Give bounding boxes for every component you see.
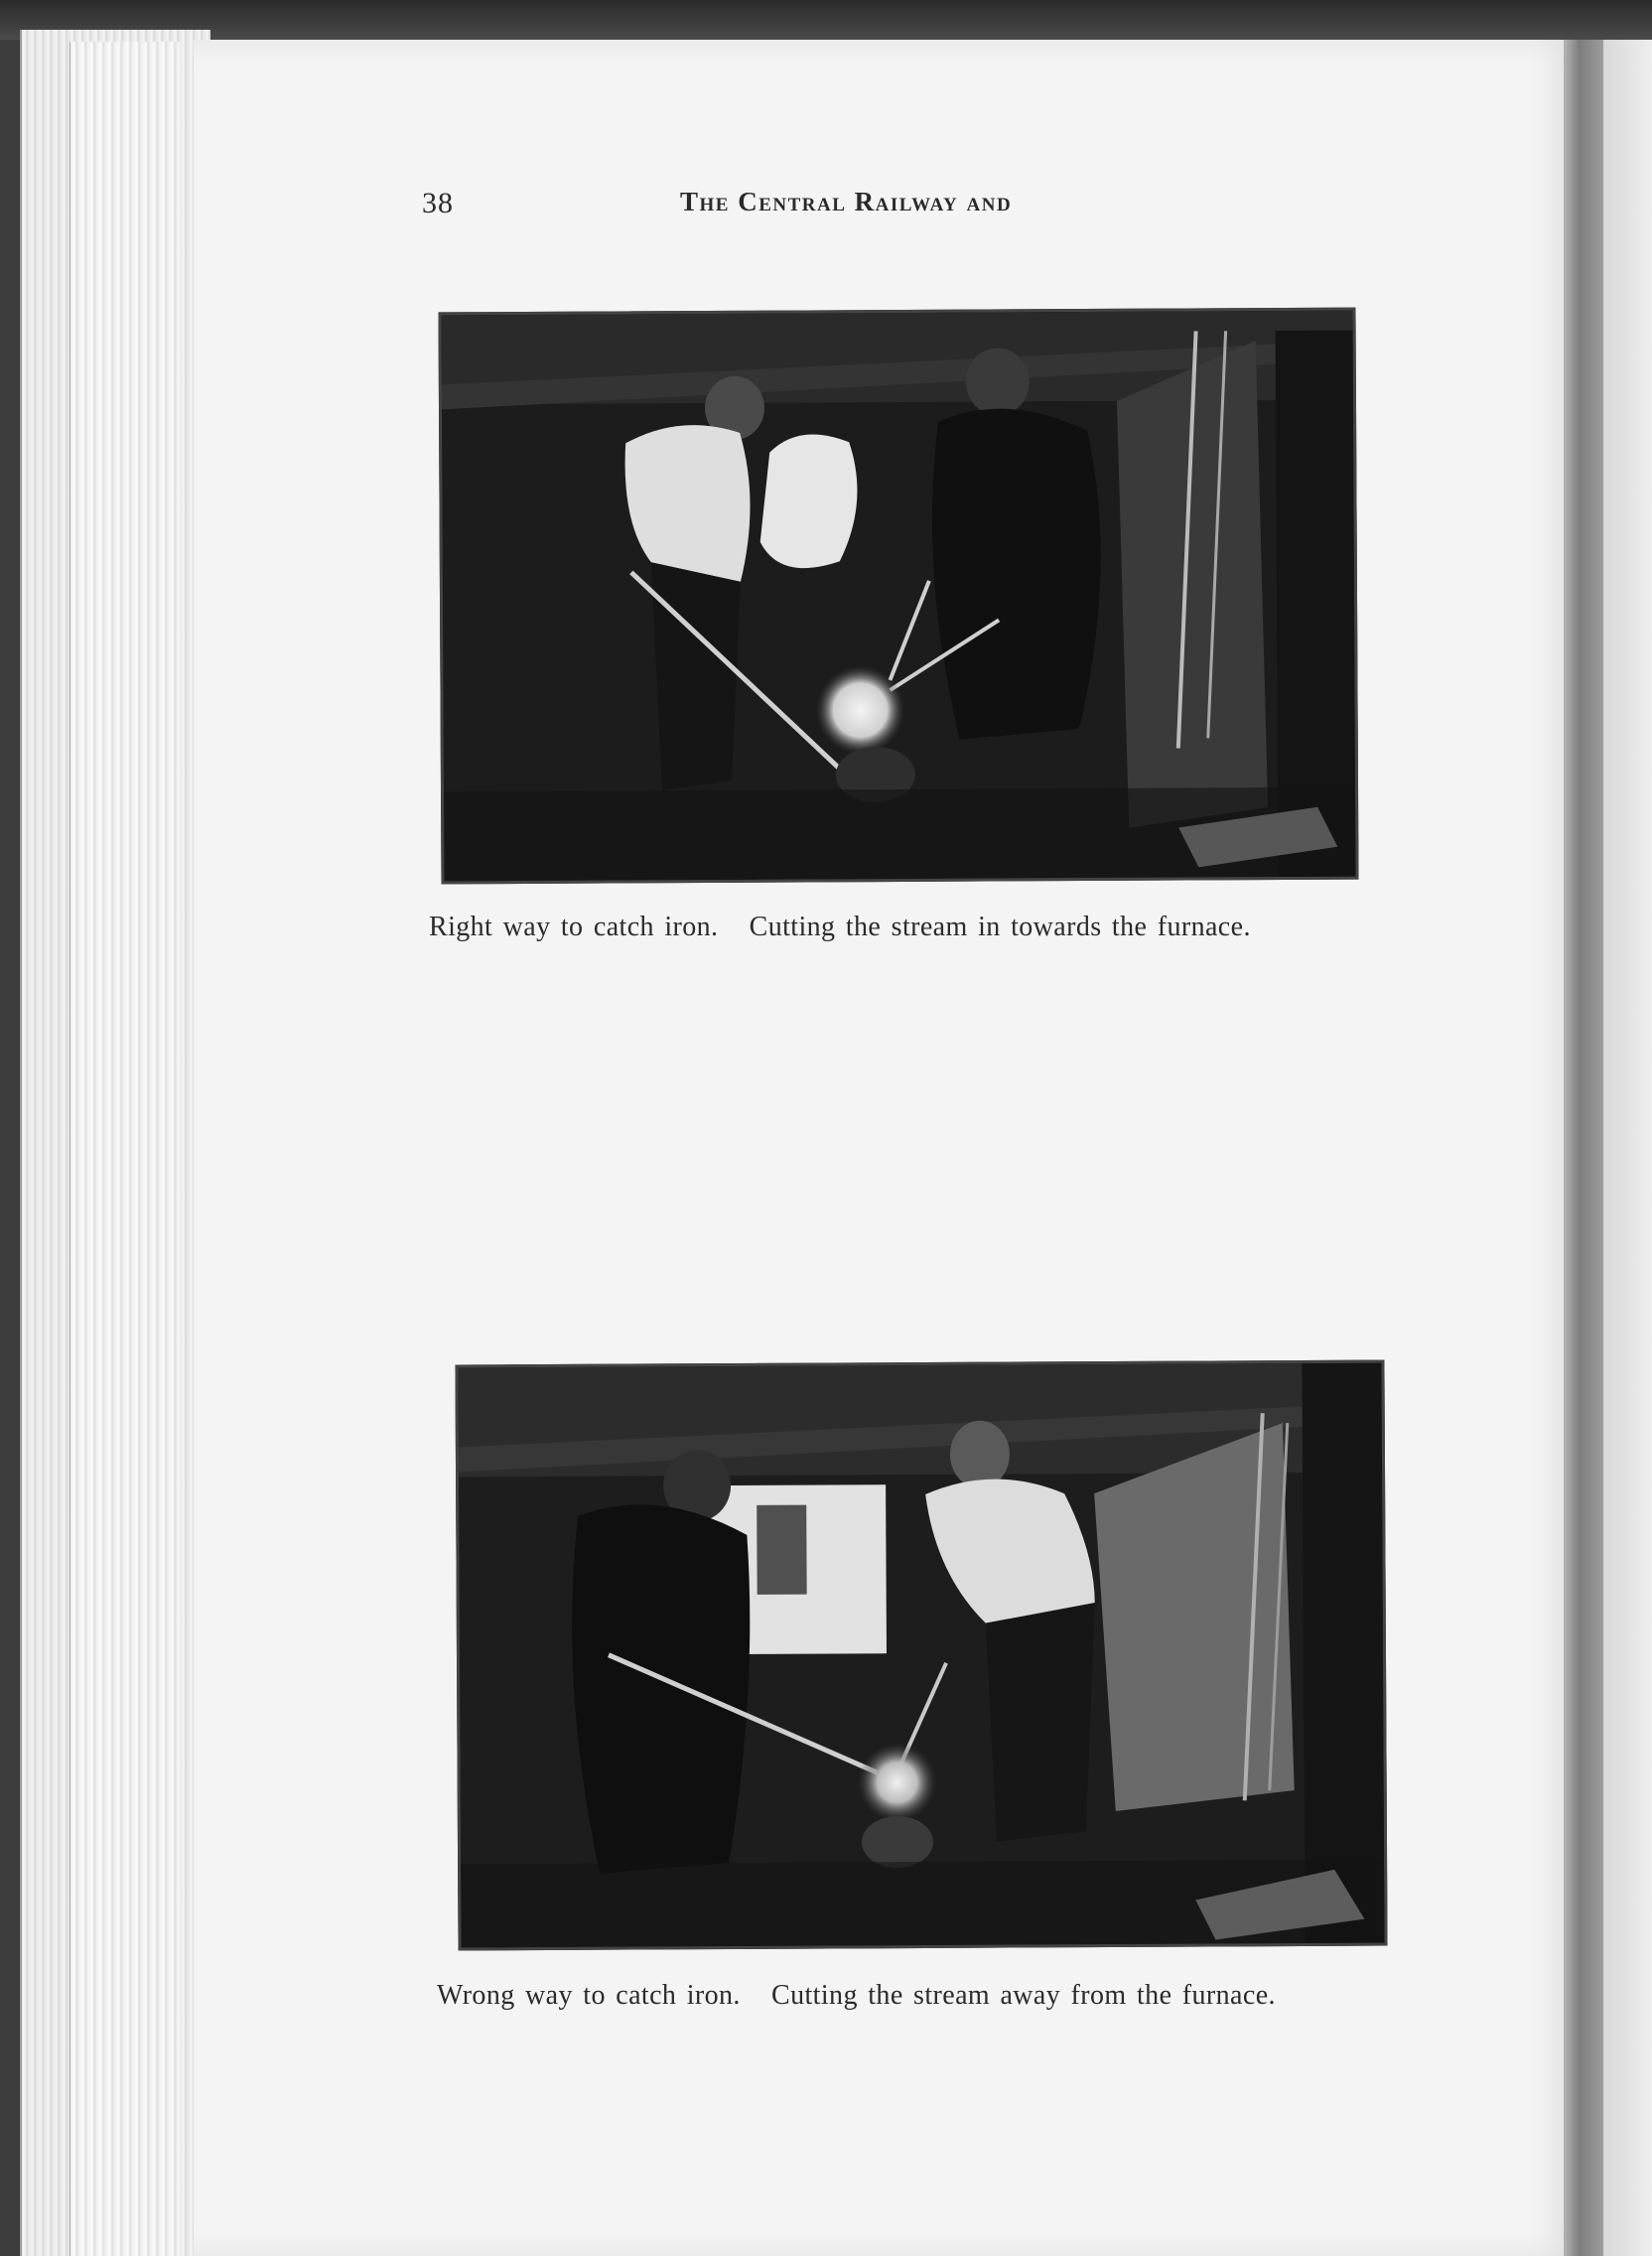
photo-wrong-way-to-catch-iron	[455, 1360, 1387, 1951]
book-binding	[1564, 40, 1603, 2256]
facing-page-edge	[1603, 40, 1652, 2256]
book-page-edges-inner	[69, 42, 180, 2256]
running-head: The Central Railway and	[680, 187, 1013, 216]
photo-right-way-to-catch-iron	[438, 308, 1358, 885]
figure-caption-2: Wrong way to catch iron. Cutting the stream away from the furnace.	[437, 1980, 1276, 2011]
photo-right-way-image	[442, 311, 1356, 882]
photo-wrong-way-image	[458, 1363, 1384, 1948]
scan-background-top	[0, 0, 1652, 40]
page-number: 38	[422, 187, 454, 219]
page-header	[422, 179, 1117, 228]
figure-caption-1: Right way to catch iron. Cutting the stream in towards the furnace.	[429, 912, 1251, 942]
